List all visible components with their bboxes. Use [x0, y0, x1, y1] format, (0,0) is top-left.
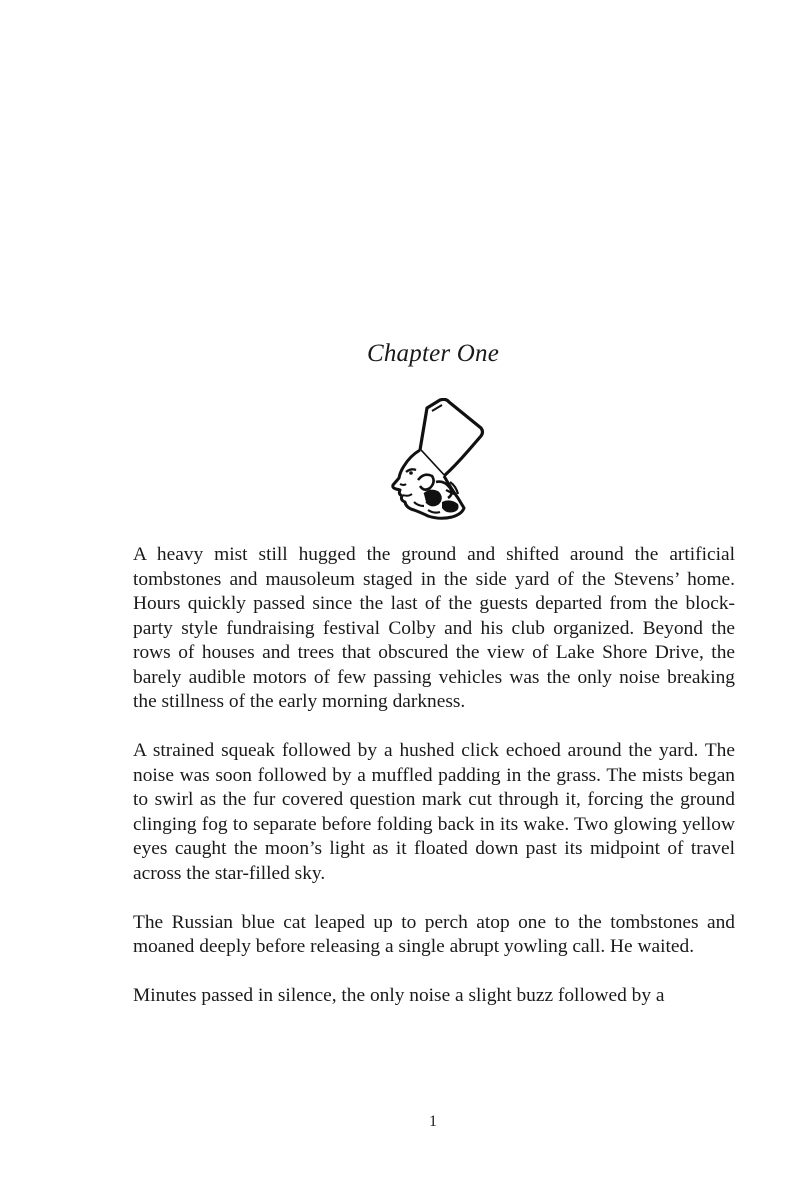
paragraph-3: The Russian blue cat leaped up to perch atop one to the tombstones and moaned deeply before releasing a single abrupt yowling call. He waited. [133, 911, 735, 957]
paragraph-1: A heavy mist still hugged the ground and shifted around the artificial tombstones and mausoleum staged in the side yard of the Stevens’ home. Hours quickly passed since the last of the guests departed from the block-party style fundraising festival Colby and his club organized. Beyond the rows of houses and trees that obscured the view of Lake Shore Drive, the barely audible motors of few passing vehicles was the only noise breaking the stillness of the early morning darkness. [133, 544, 735, 712]
page-number: 1 [429, 1113, 437, 1130]
chapter-body [133, 543, 735, 1009]
paragraph-4: Minutes passed in silence, the only noise a slight buzz followed by a [133, 985, 665, 1006]
paragraph-2: A strained squeak followed by a hushed click echoed around the yard. The noise was soon followed by a muffled padding in the grass. The mists began to swirl as the fur covered question mark cut through it, forcing the ground clinging fog to separate before folding back in its wake. Two glowing yellow eyes caught the moon’s light as it floated down past its midpoint of travel across the star-filled sky. [133, 740, 735, 884]
chapter-title: Chapter One [366, 340, 500, 367]
cat-head-ornament-icon [380, 398, 490, 523]
